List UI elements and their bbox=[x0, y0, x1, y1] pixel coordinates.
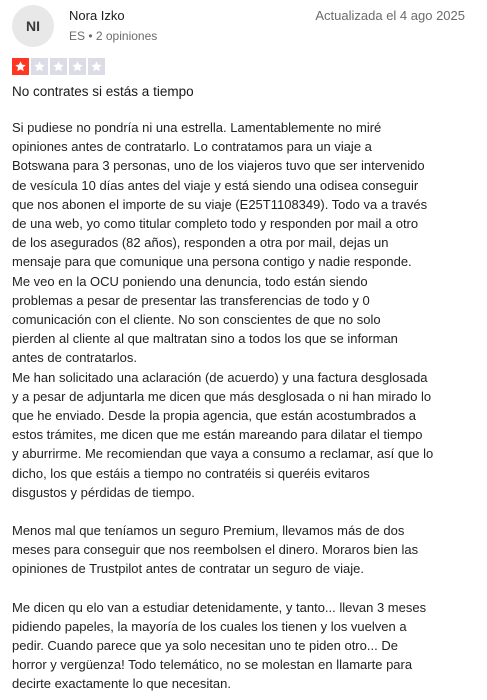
star-empty-icon bbox=[88, 58, 105, 75]
review-date: Actualizada el 4 ago 2025 bbox=[315, 8, 465, 23]
star-rating bbox=[12, 58, 105, 75]
review-paragraph: Menos mal que teníamos un seguro Premium, llevamos más de dos meses para conseguir que nos reembolsen el dinero. Moraros bien las opiniones de Trustpilot antes de contratar un seguro de viaje. bbox=[12, 523, 419, 577]
review-header bbox=[12, 3, 482, 49]
reviewer-name[interactable]: Nora Izko bbox=[69, 8, 125, 23]
review-title: No contrates si estás a tiempo bbox=[12, 84, 194, 99]
review-paragraph: Me dicen qu elo van a estudiar detenidamente, y tanto... llevan 3 meses pidiendo papeles, la mayoría de los cuales los tienen y los vuelven a pedir. Cuando parece que ya solo necesitan uno te piden otro... De horror y vergüenza! Todo telemático, no se molestan en llamarte para decirte exactamente lo que necesitan. bbox=[12, 599, 427, 692]
star-empty-icon bbox=[69, 58, 86, 75]
avatar[interactable]: NI bbox=[12, 5, 54, 47]
star-empty-icon bbox=[31, 58, 48, 75]
star-empty-icon bbox=[50, 58, 67, 75]
reviewer-meta: ES • 2 opiniones bbox=[69, 29, 158, 43]
star-filled-icon bbox=[12, 58, 29, 75]
review-body bbox=[12, 118, 484, 694]
review-paragraph: Si pudiese no pondría ni una estrella. Lamentablemente no miré opiniones antes de contratarlo. Lo contratamos para un viaje a Botswana para 3 personas, uno de los viajeros tuvo que ser intervenido de vesícula 10 días antes del viaje y está siendo una odisea conseguir que nos abonen el importe de su viaje (E25T1108349). Todo va a través de una web, yo como titular completo todo y responden por mail a otro de los asegurados (82 años), responden a otra por mail, dejas un mensaje para que comunique una persona contigo y nadie responde. Me veo en la OCU poniendo una denuncia, todo están siendo problemas a pesar de presentar las transferencias de todo y 0 comunicación con el cliente. No son conscientes de que no solo pierden al cliente al que maltratan sino a todos los que se informan antes de contratarlos. Me han solicitado una aclaración (de acuerdo) y una factura desglosada y a pesar de adjuntarla me dicen que más desglosada o ni han mirado lo que he enviado. Desde la propia agencia, que están acostumbrados a estos trámites, me dicen que me están mareando para dilatar el tiempo y aburrirme. Me recomiendan que vaya a consumo a reclamar, así que lo dicho, los que estáis a tiempo no contratéis si queréis evitaros disgustos y pérdidas de tiempo. bbox=[12, 120, 434, 500]
